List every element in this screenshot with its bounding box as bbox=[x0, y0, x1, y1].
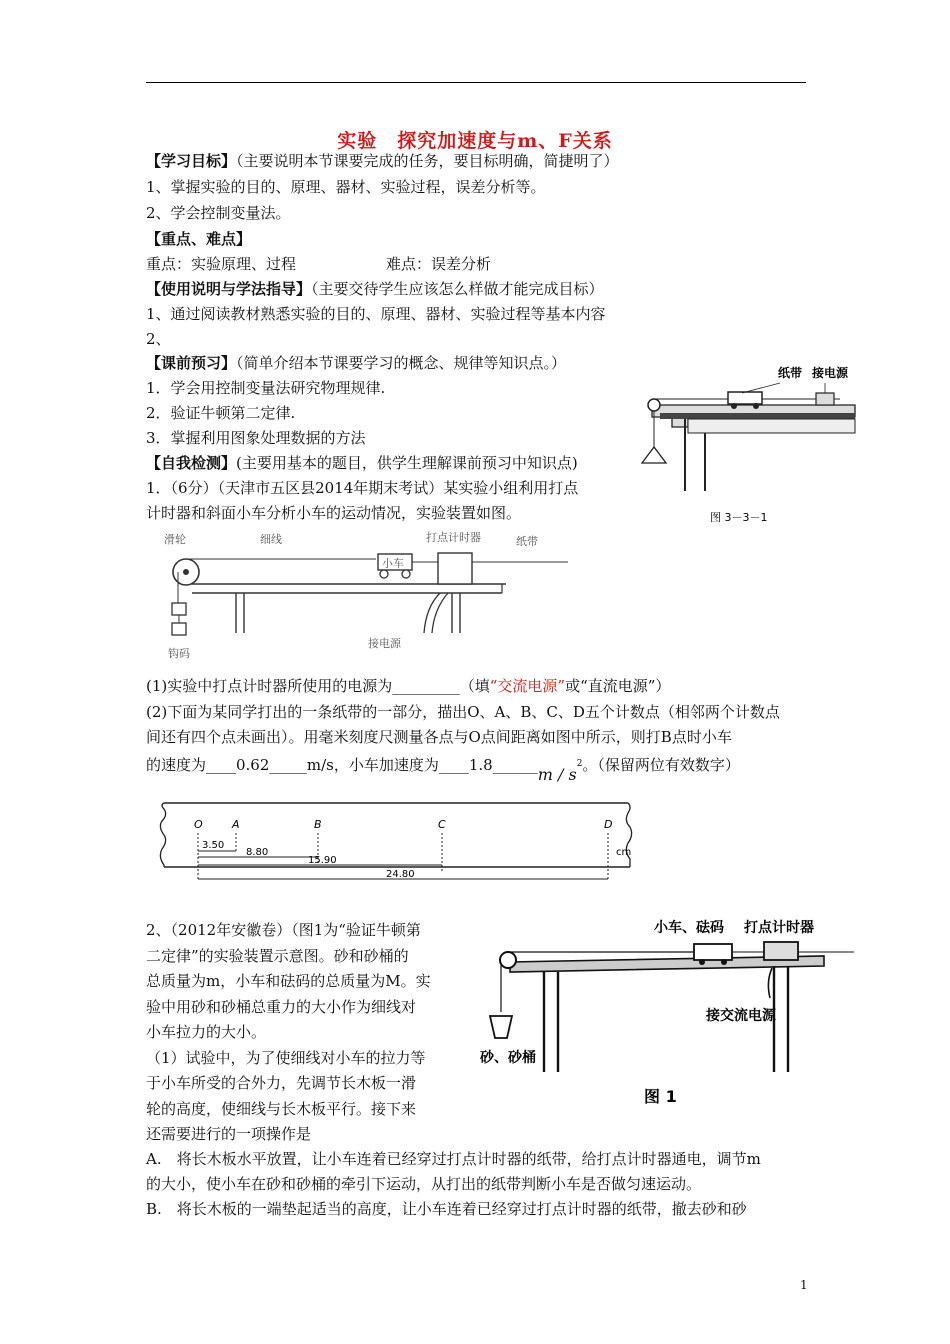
preview-head: 【课前预习】 bbox=[146, 354, 237, 372]
q2-line-9: 还需要进行的一项操作是 bbox=[146, 1125, 312, 1143]
fig2-string-label: 细线 bbox=[260, 533, 282, 546]
fig3-label-power: 接交流电源 bbox=[706, 1008, 776, 1024]
tape-dim-od: 24.80 bbox=[386, 869, 415, 880]
key-line-a: 重点：实验原理、过程 bbox=[146, 255, 297, 273]
guide-note: （主要交待学生应该怎么样做才能完成目标） bbox=[311, 280, 604, 298]
tape-point-d: D bbox=[604, 818, 613, 831]
key-head: 【重点、难点】 bbox=[146, 230, 252, 248]
q1-part2-line-1: (2)下面为某同学打出的一条纸带的一部分，描出O、A、B、C、D五个计数点（相邻两个计数点 bbox=[146, 703, 780, 721]
q1-part1-b: 或“直流电源”） bbox=[565, 677, 671, 695]
goals-item-1: 1、掌握实验的目的、原理、器材、实验过程，误差分析等。 bbox=[146, 178, 546, 196]
q2-line-2: 二定律”的实验装置示意图。砂和砂桶的 bbox=[146, 947, 409, 965]
goals-head: 【学习目标】 bbox=[146, 152, 237, 170]
goals-line bbox=[146, 151, 619, 171]
fig1-caption: 图 3－3－1 bbox=[710, 511, 768, 524]
fig1-label-paper: 纸带 bbox=[778, 366, 803, 380]
fig2-tape-label: 纸带 bbox=[516, 535, 538, 548]
tape-points bbox=[194, 818, 612, 831]
q2-option-a-line-2: 的大小，使小车在砂和砂桶的牵引下运动，从打出的纸带判断小车是否做匀速运动。 bbox=[146, 1175, 702, 1193]
page-number: 1 bbox=[800, 1278, 808, 1292]
goals-note: （主要说明本节课要完成的任务，要目标明确，简捷明了） bbox=[236, 152, 619, 170]
fig2-weight-label: 钩码 bbox=[168, 647, 190, 660]
q1-part1-red: “交流电源” bbox=[489, 677, 566, 695]
figure-apparatus bbox=[156, 527, 596, 677]
q1-part2-line-3a: 的速度为____0.62_____m/s，小车加速度为____1.8______ bbox=[146, 756, 538, 774]
fig1-label-power: 接电源 bbox=[812, 366, 849, 380]
q1-part2-line-3b: 。（保留两位有效数字） bbox=[582, 756, 740, 774]
fig2-pulley-label: 滑轮 bbox=[164, 533, 186, 546]
q2-line-4: 验中用砂和砂桶总重力的大小作为细线对 bbox=[146, 998, 417, 1016]
fig3-label-timer: 打点计时器 bbox=[744, 920, 814, 936]
tape-point-c: C bbox=[438, 818, 446, 831]
tape-point-o: O bbox=[194, 818, 203, 831]
preview-note: （简单介绍本节课要学习的概念、规律等知识点。） bbox=[236, 354, 567, 372]
key-line-b: 难点：误差分析 bbox=[386, 255, 492, 273]
fig2-timer-label: 打点计时器 bbox=[426, 531, 481, 544]
tape-dim-oc: 15.90 bbox=[308, 855, 337, 866]
q1-line-1: 1．（6分）（天津市五区县2014年期末考试）某实验小组利用打点 bbox=[146, 479, 579, 497]
goals-item-2: 2、学会控制变量法。 bbox=[146, 204, 291, 222]
fig2-cart-label: 小车 bbox=[382, 557, 404, 570]
guide-head: 【使用说明与学法指导】 bbox=[146, 280, 312, 298]
tape-dim-oa: 3.50 bbox=[202, 840, 225, 851]
q2-line-7: 于小车所受的合外力，先调节长木板一滑 bbox=[146, 1074, 417, 1092]
tape-unit: cm bbox=[616, 847, 632, 858]
figure-1 bbox=[474, 912, 864, 1112]
guide-item-2: 2、 bbox=[146, 330, 171, 348]
preview-item-1: 1．学会用控制变量法研究物理规律. bbox=[146, 379, 386, 397]
page-title: 实验 探究加速度与m、F关系 bbox=[337, 130, 613, 152]
tape-dim-ob: 8.80 bbox=[246, 847, 269, 858]
fig2-power-label: 接电源 bbox=[368, 637, 401, 650]
q1-part1-a: (1)实验中打点计时器所使用的电源为_________（填 bbox=[146, 677, 490, 695]
preview-line bbox=[146, 353, 566, 373]
figure-3-3-1 bbox=[630, 355, 860, 533]
guide-item-1: 1、通过阅读教材熟悉实验的目的、原理、器材、实验过程等基本内容 bbox=[146, 305, 606, 323]
tape-point-b: B bbox=[314, 818, 322, 831]
tape-point-a: A bbox=[232, 818, 240, 831]
q2-line-8: 轮的高度，使细线与长木板平行。接下来 bbox=[146, 1100, 417, 1118]
preview-item-3: 3．掌握利用图象处理数据的方法 bbox=[146, 429, 366, 447]
q2-line-5: 小车拉力的大小。 bbox=[146, 1023, 267, 1041]
q2-option-b-line-1: B. 将长木板的一端垫起适当的高度，让小车连着已经穿过打点计时器的纸带，撤去砂和砂 bbox=[146, 1200, 747, 1218]
q1-part1 bbox=[146, 676, 670, 696]
header-rule bbox=[146, 82, 806, 83]
q1-part2-line-2: 间还有四个点未画出）。用毫米刻度尺测量各点与O点间距离如图中所示，则打B点时小车 bbox=[146, 728, 732, 746]
selftest-line bbox=[146, 453, 578, 473]
q2-line-1: 2、（2012年安徽卷）（图1为“验证牛顿第 bbox=[146, 921, 421, 939]
accel-unit: m / s bbox=[537, 765, 577, 784]
guide-line bbox=[146, 279, 604, 299]
selftest-head: 【自我检测】 bbox=[146, 454, 237, 472]
selftest-note: (主要用基本的题目，供学生理解课前预习中知识点) bbox=[236, 454, 578, 472]
q1-part2-line-3 bbox=[146, 752, 740, 784]
q1-line-2: 计时器和斜面小车分析小车的运动情况，实验装置如图。 bbox=[146, 504, 522, 522]
fig3-label-cart: 小车、砝码 bbox=[654, 920, 724, 936]
figure-paper-tape bbox=[150, 795, 645, 895]
fig3-caption: 图 1 bbox=[644, 1087, 677, 1106]
accel-unit-exponent: 2 bbox=[576, 759, 583, 769]
fig3-label-sand: 砂、砂桶 bbox=[480, 1050, 536, 1066]
q2-option-a-line-1: A. 将长木板水平放置，让小车连着已经穿过打点计时器的纸带，给打点计时器通电，调节m bbox=[146, 1150, 761, 1168]
q2-line-6: （1）试验中，为了使细线对小车的拉力等 bbox=[146, 1049, 426, 1067]
q2-line-3: 总质量为m，小车和砝码的总质量为M。实 bbox=[146, 972, 431, 990]
preview-item-2: 2．验证牛顿第二定律. bbox=[146, 404, 296, 422]
